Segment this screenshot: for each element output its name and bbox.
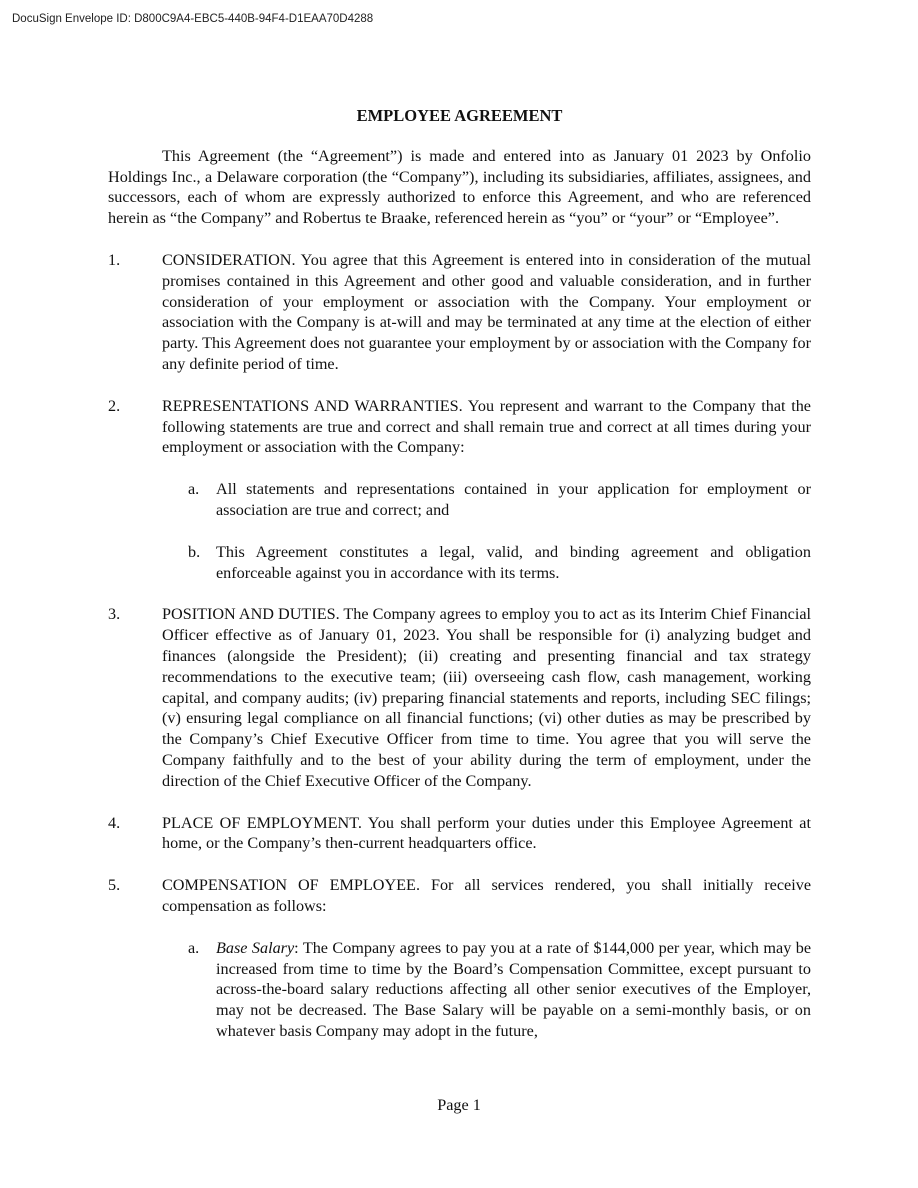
section-1: [108, 250, 811, 375]
subitem-b: [188, 542, 811, 584]
subitem-letter: a.: [188, 938, 200, 957]
section-text: POSITION AND DUTIES. The Company agrees to employ you to act as its Interim Chief Financial Officer effective as of January 01, 2023. You shall be responsible for (i) analyzing budget and finances (alongside the President); (ii) creating and presenting financial and tax strategy recommendations to the executive team; (iii) overseeing cash flow, cash management, working capital, and company audits; (iv) preparing financial statements and reports, including SEC filings; (v) ensuring legal compliance on all financial functions; (vi) other duties as may be prescribed by the Company’s Chief Executive Officer from time to time. You agree that you will serve the Company faithfully and to the best of your ability during the term of employment, under the direction of the Chief Executive Officer of the Company.: [162, 605, 811, 790]
section-2: [108, 396, 811, 584]
subitem-text: All statements and representations contained in your application for employment or association are true and correct; and: [216, 480, 811, 519]
subitem-a: [188, 479, 811, 521]
intro-paragraph: This Agreement (the “Agreement”) is made and entered into as January 01 2023 by Onfolio Holdings Inc., a Delaware corporation (the “Company”), including its subsidiaries, affiliates, assignees, and successors, each of whom are expressly authorized to enforce this Agreement, and who are referenced herein as “the Company” and Robertus te Braake, referenced herein as “you” or “your” or “Employee”.: [108, 146, 811, 228]
section-number: 1.: [108, 250, 121, 269]
section-3: [108, 604, 811, 791]
section-number: 3.: [108, 605, 121, 624]
section-4: [108, 813, 811, 855]
base-salary-heading: Base Salary: [216, 938, 295, 957]
subitem-letter: a.: [188, 480, 200, 499]
section-text: COMPENSATION OF EMPLOYEE. For all services rendered, you shall initially receive compensation as follows:: [162, 876, 811, 915]
subitem-text: This Agreement constitutes a legal, valid, and binding agreement and obligation enforceable against you in accordance with its terms.: [216, 542, 811, 582]
document-title: EMPLOYEE AGREEMENT: [356, 106, 563, 125]
section-5: [108, 875, 811, 1042]
section-text: CONSIDERATION. You agree that this Agreement is entered into in consideration of the mutual promises contained in this Agreement and other good and valuable consideration, and in further consideration of your employment or association with the Company. Your employment or association with the Company is at-will and may be terminated at any time at the election of either party. This Agreement does not guarantee your employment by or association with the Company for any definite period of time.: [162, 250, 811, 373]
base-salary-text: : The Company agrees to pay you at a rate of $144,000 per year, which may be increased from time to time by the Board’s Compensation Committee, except pursuant to across-the-board salary reductions affecting all other senior executives of the Employer, may not be decreased. The Base Salary will be payable on a semi-monthly basis, or on whatever basis Company may adopt in the future,: [216, 938, 812, 1040]
page-number: Page 1: [437, 1096, 481, 1114]
agreement-page-body: [108, 106, 811, 1063]
section-text: REPRESENTATIONS AND WARRANTIES. You represent and warrant to the Company that the following statements are true and correct and shall remain true and correct at all times during your employment or association with the Company:: [162, 396, 811, 457]
section-number: 2.: [108, 396, 121, 415]
subitem-text: [216, 938, 811, 1042]
section-number: 5.: [108, 876, 121, 895]
subitem-a: [188, 938, 811, 1042]
section-number: 4.: [108, 813, 121, 832]
section-text: PLACE OF EMPLOYMENT. You shall perform your duties under this Employee Agreement at home, or the Company’s then-current headquarters office.: [162, 813, 811, 853]
subitem-letter: b.: [188, 542, 201, 561]
docusign-envelope-id: DocuSign Envelope ID: D800C9A4-EBC5-440B-94F4-D1EAA70D4288: [12, 13, 374, 25]
